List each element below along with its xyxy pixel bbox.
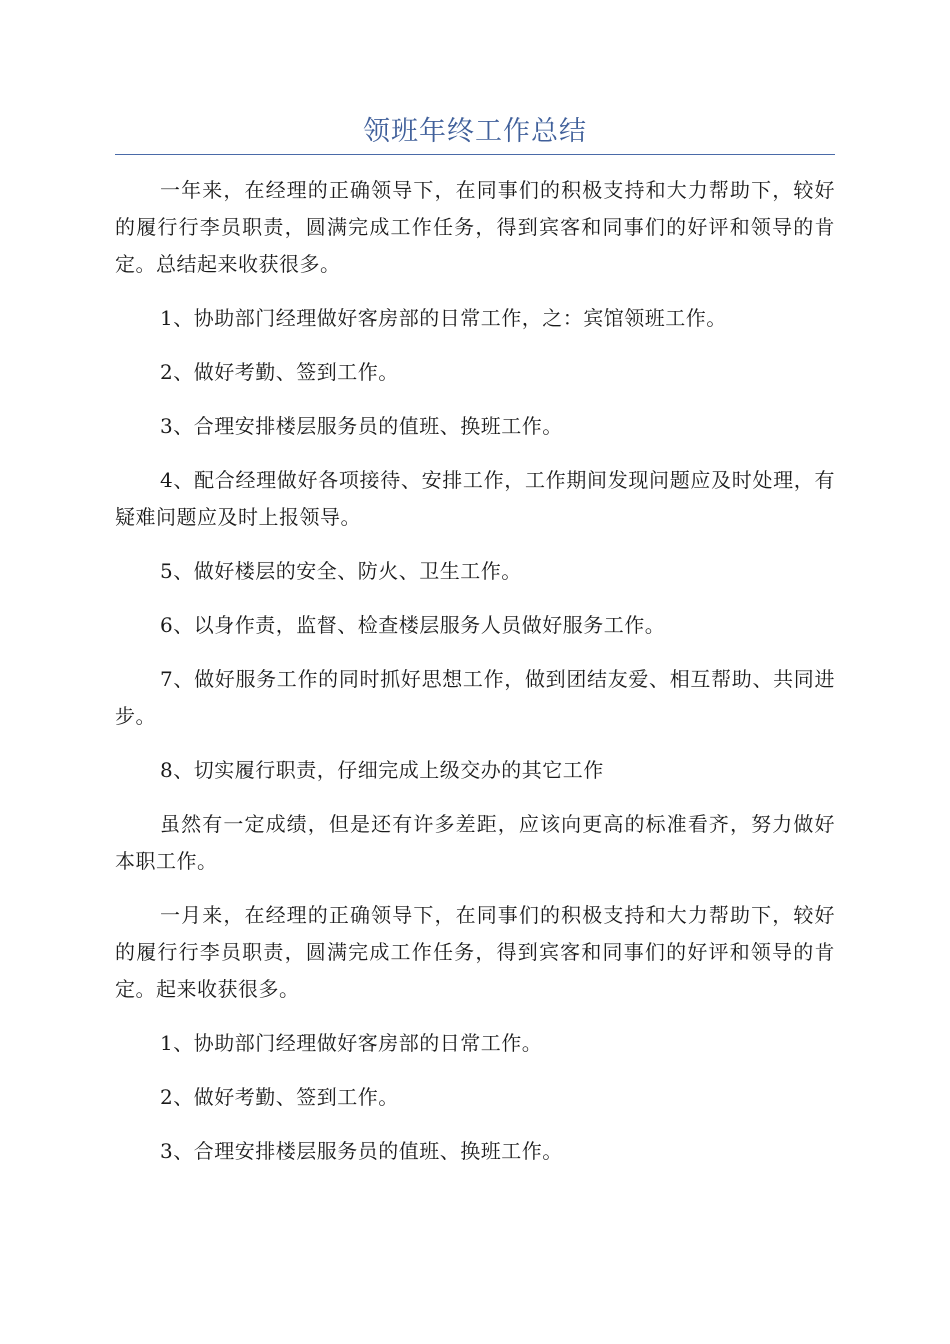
title-underline <box>115 154 835 155</box>
list-item-1: 1、协助部门经理做好客房部的日常工作，之：宾馆领班工作。 <box>160 306 727 330</box>
document-title: 领班年终工作总结 <box>363 116 587 147</box>
paragraph-second-intro: 一月来，在经理的正确领导下，在同事们的积极支持和大力帮助下，较好的履行行李员职责，圆满完成工作任务，得到宾客和同事们的好评和领导的肯定。起来收获很多。 <box>115 903 835 1001</box>
list-item-8: 8、切实履行职责，仔细完成上级交办的其它工作 <box>160 758 604 782</box>
document-body <box>115 172 835 1187</box>
list-item-6: 6、以身作责，监督、检查楼层服务人员做好服务工作。 <box>160 613 666 637</box>
list-item-1-repeat: 1、协助部门经理做好客房部的日常工作。 <box>160 1031 543 1055</box>
list-item-4: 4、配合经理做好各项接待、安排工作，工作期间发现问题应及时处理，有疑难问题应及时上报领导。 <box>115 468 835 529</box>
paragraph-conclusion: 虽然有一定成绩，但是还有许多差距，应该向更高的标准看齐，努力做好本职工作。 <box>115 812 835 873</box>
paragraph-intro: 一年来，在经理的正确领导下，在同事们的积极支持和大力帮助下，较好的履行行李员职责，圆满完成工作任务，得到宾客和同事们的好评和领导的肯定。总结起来收获很多。 <box>115 178 835 276</box>
list-item-2-repeat: 2、做好考勤、签到工作。 <box>160 1085 399 1109</box>
list-item-3-repeat: 3、合理安排楼层服务员的值班、换班工作。 <box>160 1139 563 1163</box>
list-item-5: 5、做好楼层的安全、防火、卫生工作。 <box>160 559 522 583</box>
list-item-2: 2、做好考勤、签到工作。 <box>160 360 399 384</box>
list-item-3: 3、合理安排楼层服务员的值班、换班工作。 <box>160 414 563 438</box>
list-item-7: 7、做好服务工作的同时抓好思想工作，做到团结友爱、相互帮助、共同进步。 <box>115 667 835 728</box>
